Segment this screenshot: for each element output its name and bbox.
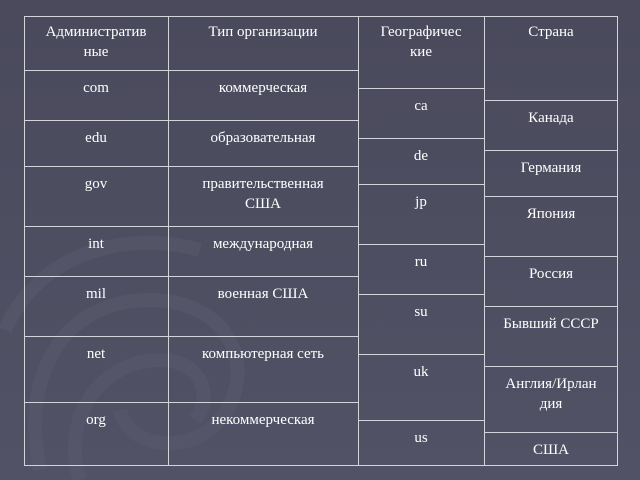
table-cell: Германия: [520, 160, 582, 176]
table-cell: de: [413, 148, 429, 164]
row-divider: [168, 226, 358, 227]
table-cell: net: [86, 346, 106, 362]
row-divider: [484, 366, 618, 367]
row-divider: [24, 276, 168, 277]
table-cell: Бывший СССР: [503, 316, 599, 332]
row-divider: [24, 166, 168, 167]
table-border-bottom: [24, 465, 618, 466]
table-border-right: [617, 16, 618, 466]
row-divider: [358, 244, 484, 245]
table-cell: ca: [414, 98, 428, 114]
table-cell: uk: [413, 364, 429, 380]
table-cell: США: [533, 442, 569, 458]
row-divider: [484, 432, 618, 433]
row-divider: [168, 120, 358, 121]
row-divider: [168, 166, 358, 167]
column-divider: [358, 16, 359, 466]
table-cell: компьютерная сеть: [201, 346, 325, 362]
row-divider: [24, 226, 168, 227]
table-cell: us: [414, 430, 428, 446]
table-cell: ru: [414, 254, 428, 270]
row-divider: [168, 276, 358, 277]
table-cell: com: [83, 80, 109, 96]
table-cell: Англия/Ирлан дия: [505, 376, 597, 412]
row-divider: [24, 402, 168, 403]
row-divider: [358, 184, 484, 185]
row-divider: [168, 70, 358, 71]
table-cell: образовательная: [210, 130, 316, 146]
table-cell: военная США: [217, 286, 309, 302]
table-cell: международная: [212, 236, 314, 252]
row-divider: [358, 88, 484, 89]
column-divider: [484, 16, 485, 466]
row-divider: [358, 138, 484, 139]
row-divider: [484, 256, 618, 257]
row-divider: [24, 336, 168, 337]
table-cell: int: [88, 236, 104, 252]
table-cell: некоммерческая: [211, 412, 315, 428]
table-border-left: [24, 16, 25, 466]
table-border-top: [24, 16, 618, 17]
row-divider: [24, 70, 168, 71]
table-cell: mil: [85, 286, 106, 302]
row-divider: [24, 120, 168, 121]
table-cell: org: [86, 412, 106, 428]
header-cell: Административ ные: [45, 24, 147, 60]
row-divider: [358, 294, 484, 295]
row-divider: [484, 306, 618, 307]
column-divider: [168, 16, 169, 466]
table-cell: правительственная США: [202, 176, 324, 212]
header-cell: Страна: [528, 24, 574, 40]
row-divider: [484, 196, 618, 197]
row-divider: [484, 150, 618, 151]
header-cell: Географичес кие: [380, 24, 462, 60]
table-cell: su: [414, 304, 428, 320]
table-cell: gov: [84, 176, 108, 192]
row-divider: [168, 402, 358, 403]
header-cell: Тип организации: [208, 24, 318, 40]
row-divider: [484, 100, 618, 101]
row-divider: [168, 336, 358, 337]
domain-table: [24, 16, 618, 466]
table-cell: edu: [85, 130, 107, 146]
table-cell: jp: [415, 194, 427, 210]
table-cell: Канада: [528, 110, 574, 126]
row-divider: [358, 354, 484, 355]
table-cell: коммерческая: [218, 80, 308, 96]
table-cell: Япония: [526, 206, 576, 222]
row-divider: [358, 420, 484, 421]
table-cell: Россия: [528, 266, 574, 282]
